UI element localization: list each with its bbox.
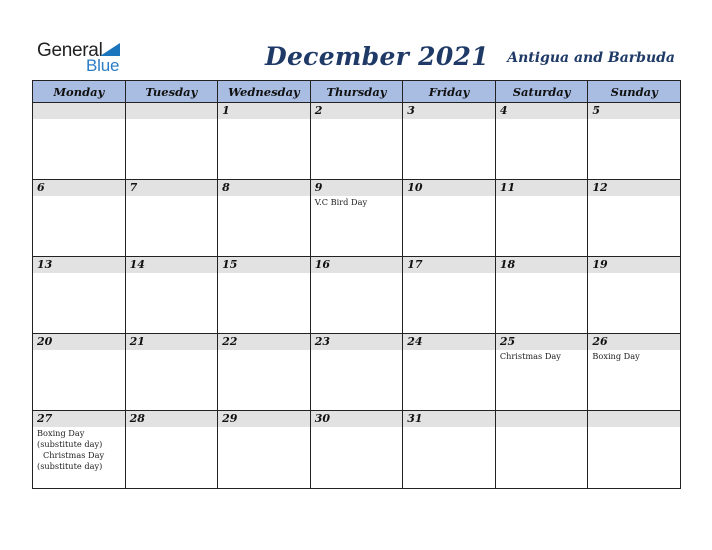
day-cell <box>403 180 496 257</box>
weekday-header: Tuesday <box>125 81 218 103</box>
event-label: Boxing Day <box>592 351 640 361</box>
day-cell <box>588 257 681 334</box>
calendar-title: December 2021 <box>265 42 489 71</box>
event-label: (substitute day) <box>37 439 103 449</box>
event-list <box>588 350 680 362</box>
week-row <box>33 334 681 411</box>
day-cell <box>218 411 311 489</box>
day-cell <box>495 180 588 257</box>
day-cell <box>125 103 218 180</box>
day-cell <box>403 103 496 180</box>
day-number: 8 <box>218 180 310 196</box>
day-number: 11 <box>496 180 588 196</box>
weekday-header: Thursday <box>310 81 403 103</box>
logo-word-general: General <box>37 40 103 61</box>
day-cell <box>310 103 403 180</box>
day-number: 12 <box>588 180 680 196</box>
day-number: 24 <box>403 334 495 350</box>
day-cell <box>218 257 311 334</box>
day-number: 26 <box>588 334 680 350</box>
day-cell <box>33 411 126 489</box>
event-label: Boxing Day <box>37 428 85 438</box>
day-number <box>588 411 680 427</box>
event-label: Christmas Day <box>43 450 105 460</box>
country-name: Antigua and Barbuda <box>507 50 675 66</box>
day-number: 2 <box>311 103 403 119</box>
event-list <box>33 427 125 472</box>
day-number: 31 <box>403 411 495 427</box>
day-number: 10 <box>403 180 495 196</box>
day-cell <box>125 411 218 489</box>
day-cell <box>403 411 496 489</box>
day-number <box>33 103 125 119</box>
day-cell <box>495 411 588 489</box>
day-number: 14 <box>126 257 218 273</box>
day-cell <box>310 257 403 334</box>
day-cell <box>33 257 126 334</box>
logo <box>37 40 133 76</box>
day-number: 18 <box>496 257 588 273</box>
day-cell <box>403 334 496 411</box>
day-number: 16 <box>311 257 403 273</box>
day-cell <box>588 103 681 180</box>
day-cell <box>33 180 126 257</box>
day-number: 25 <box>496 334 588 350</box>
week-row <box>33 411 681 489</box>
day-cell <box>125 257 218 334</box>
day-number: 15 <box>218 257 310 273</box>
day-number: 30 <box>311 411 403 427</box>
week-row <box>33 103 681 180</box>
day-number: 7 <box>126 180 218 196</box>
day-cell <box>495 334 588 411</box>
logo-word-blue: Blue <box>86 56 120 75</box>
day-number: 29 <box>218 411 310 427</box>
day-cell <box>403 257 496 334</box>
weekday-header: Wednesday <box>218 81 311 103</box>
day-number: 6 <box>33 180 125 196</box>
day-number <box>126 103 218 119</box>
event-label: V.C Bird Day <box>314 197 368 207</box>
day-number: 17 <box>403 257 495 273</box>
day-cell <box>218 334 311 411</box>
event-list <box>311 196 403 208</box>
day-cell <box>310 411 403 489</box>
day-number: 19 <box>588 257 680 273</box>
day-number: 13 <box>33 257 125 273</box>
day-number: 1 <box>218 103 310 119</box>
week-row <box>33 180 681 257</box>
day-number: 22 <box>218 334 310 350</box>
weekday-header-row <box>33 81 681 103</box>
day-cell <box>33 334 126 411</box>
day-number: 3 <box>403 103 495 119</box>
day-cell <box>495 257 588 334</box>
event-label: Christmas Day <box>499 351 561 361</box>
day-cell <box>125 180 218 257</box>
weekday-header: Monday <box>33 81 126 103</box>
event-list <box>496 350 588 362</box>
day-number: 9 <box>311 180 403 196</box>
day-number: 27 <box>33 411 125 427</box>
day-number <box>496 411 588 427</box>
day-cell <box>588 180 681 257</box>
week-row <box>33 257 681 334</box>
day-cell <box>588 334 681 411</box>
weekday-header: Saturday <box>495 81 588 103</box>
event-label: (substitute day) <box>37 461 103 471</box>
day-cell <box>218 180 311 257</box>
day-number: 4 <box>496 103 588 119</box>
calendar-body <box>33 103 681 489</box>
day-number: 21 <box>126 334 218 350</box>
day-number: 23 <box>311 334 403 350</box>
day-number: 5 <box>588 103 680 119</box>
day-cell <box>495 103 588 180</box>
weekday-header: Friday <box>403 81 496 103</box>
day-cell <box>588 411 681 489</box>
logo-triangle-icon <box>100 43 120 56</box>
day-number: 28 <box>126 411 218 427</box>
day-cell <box>33 103 126 180</box>
day-number: 20 <box>33 334 125 350</box>
calendar-grid <box>32 80 681 489</box>
day-cell <box>310 180 403 257</box>
weekday-header: Sunday <box>588 81 681 103</box>
day-cell <box>218 103 311 180</box>
day-cell <box>310 334 403 411</box>
day-cell <box>125 334 218 411</box>
